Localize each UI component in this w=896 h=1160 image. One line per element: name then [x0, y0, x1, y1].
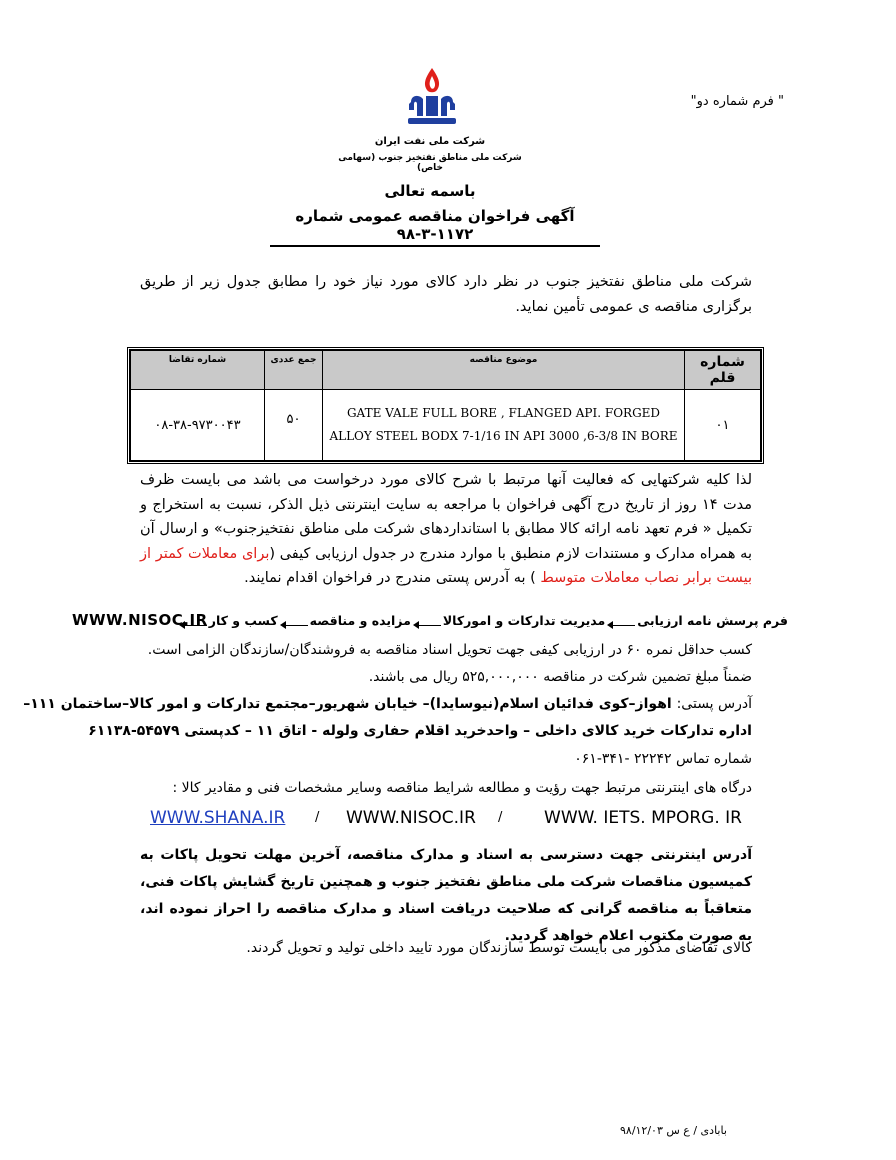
footer-signature: بابادی / ع س ۹۸/۱۲/۰۳	[620, 1124, 727, 1137]
min-score-line: کسب حداقل نمره ۶۰ در ارزیابی کیفی جهت تحویل اسناد مناقصه به فروشندگان/سازندگان الزامی است.	[147, 642, 752, 658]
header-row-no: شماره قلم	[685, 351, 761, 390]
cell-subject: GATE VALE FULL BORE , FLANGED API. FORGED ALLOY STEEL BODX 7-1/16 IN API 3000 ,6-3/8 IN BORE	[323, 390, 685, 461]
arrow-left-icon	[280, 618, 308, 626]
shana-link[interactable]: WWW.SHANA.IR	[150, 808, 286, 828]
arrow-left-icon	[607, 618, 635, 626]
header-subject: موضوع مناقصه	[323, 351, 685, 390]
cell-request-no: ۰۸-۳۸-۹۷۳۰۰۴۳	[131, 390, 265, 461]
portals-intro: درگاه های اینترنتی مرتبط جهت رؤیت و مطالعه شرایط مناقصه وسایر مشخصات فنی و مقادیر کالا :	[172, 780, 752, 796]
nav-step-procurement: مدیریت تدارکات و امورکالا	[442, 613, 606, 628]
page-title: آگهی فراخوان مناقصه عمومی شماره ۱۱۷۲-۳-۹۸	[270, 207, 600, 247]
nioc-logo-icon	[405, 66, 459, 130]
intro-paragraph: شرکت ملی مناطق نفتخیز جنوب در نظر دارد کالای مورد نیاز خود را مطابق جدول زیر از طریق برگزاری مناقصه ی عمومی تأمین نماید.	[140, 274, 752, 315]
conditions-paragraph	[140, 468, 752, 591]
nav-step-questionnaire: فرم پرسش نامه ارزیابی	[637, 613, 788, 628]
nisoc-site-label[interactable]: WWW.NISOC.IR	[72, 611, 208, 629]
header-quantity: جمع عددی	[265, 351, 323, 390]
address-line-1	[23, 696, 752, 712]
conditions-highlight: برای معاملات کمتر از بیست برابر نصاب معاملات متوسط	[140, 545, 752, 586]
domestic-manufacturer-note: کالای تقاضای مذکور می بایست توسط سازندگان مورد تایید داخلی تولید و تحویل گردند.	[246, 940, 752, 956]
arrow-left-icon	[413, 618, 441, 626]
iets-link[interactable]: WWW. IETS. MPORG. IR	[544, 808, 742, 828]
address-text-1: اهواز–کوی فدائیان اسلام(نیوسایدا)– خیابان شهریور–مجتمع تدارکات و امور کالا–ساختمان ۱۱۱–	[23, 696, 677, 712]
table-header-row	[131, 351, 761, 390]
cell-quantity: ۵۰	[265, 390, 323, 461]
nisoc-link[interactable]: WWW.NISOC.IR	[346, 808, 476, 828]
tender-table	[127, 347, 764, 464]
arrow-left-icon	[179, 618, 207, 626]
deadline-paragraph: آدرس اینترنتی جهت دسترسی به اسناد و مدارک مناقصه، آخرین مهلت تحویل پاکات به کمیسیون مناقصات شرکت ملی مناطق نفتخیز جنوب و همچنین تاریخ گشایش پاکات فنی، متعاقباً به مناقصه گرانی که صلاحیت دریافت اسناد و مدارک مناقصه را احراز نموده اند، به صورت مکتوب اعلام خواهد گردید.	[140, 847, 752, 944]
phone-line: شماره تماس ۲۲۲۴۲ -۳۴۱-۰۶۱	[574, 751, 752, 767]
portal-links	[150, 808, 742, 832]
nav-step-auction-tender: مزایده و مناقصه	[309, 613, 411, 628]
link-separator: /	[498, 810, 503, 825]
table-row	[131, 390, 761, 461]
link-separator: /	[315, 810, 320, 825]
survey-navigation-path	[72, 611, 788, 633]
form-number-label: " فرم شماره دو"	[690, 94, 784, 109]
conditions-text-1: لذا کلیه شرکتهایی که فعالیت آنها مرتبط با شرح کالای مورد درخواست می باشد می بایست ظرف مدت ۱۴ روز از تاریخ درج آگهی فراخوان با مراجعه به سایت اینترنتی ذیل الذکر، نسبت به استخراج و تکمیل « فرم تعهد نامه ارائه کالا مطابق با استانداردهای شرکت ملی مناطق نفتخیزجنوب» و ارسال آن به همراه مدارک و مستندات لازم منطبق با موارد مندرج در جدول ارزیابی کیفی (	[140, 472, 752, 562]
address-line-2: اداره تدارکات خرید کالای داخلی – واحدخرید اقلام حفاری ولوله - اتاق ۱۱ – کدپستی ۵۴۵۷۹-۶۱۱۳۸	[88, 723, 752, 739]
conditions-text-2: ) به آدرس پستی مندرج در فراخوان اقدام نمایند.	[244, 570, 541, 586]
org-name-1: شرکت ملی نفت ایران	[374, 136, 486, 147]
address-label: آدرس پستی:	[676, 696, 752, 712]
bismillah-heading: باسمه تعالی	[384, 182, 476, 200]
header-request-no: شماره تقاضا	[131, 351, 265, 390]
guarantee-line: ضمناً مبلغ تضمین شرکت در مناقصه ۵۲۵,۰۰۰,۰۰۰ ریال می باشند.	[368, 669, 752, 685]
org-name-2: شرکت ملی مناطق نفتخیز جنوب (سهامی خاص)	[338, 153, 522, 173]
cell-row-no: ۰۱	[685, 390, 761, 461]
nav-step-business: کسب و کار	[208, 613, 278, 628]
